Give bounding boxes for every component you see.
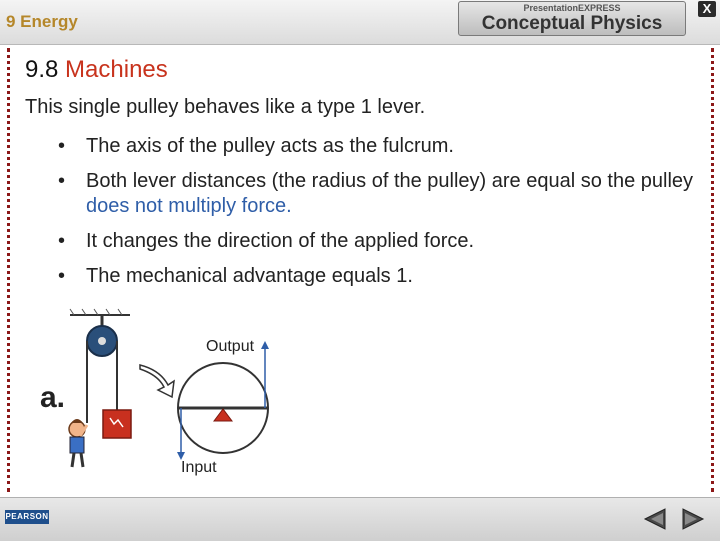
chapter-label: 9 Energy <box>6 12 78 31</box>
bullet-text: The mechanical advantage equals 1. <box>86 265 413 287</box>
bullet-text: It changes the direction of the applied force. <box>86 230 475 252</box>
panel-label: a. <box>40 381 66 414</box>
bullet-text: Both lever distances (the radius of the pulley) are equal so the pulley <box>86 170 694 192</box>
bullet-item <box>58 134 708 159</box>
left-dotted-border <box>7 48 10 492</box>
bullet-dot: • <box>58 265 66 287</box>
bullet-item <box>58 229 708 254</box>
next-arrow-icon[interactable] <box>679 506 707 532</box>
pulley-axle <box>98 337 106 345</box>
brand-logo <box>458 1 686 36</box>
bullet-list <box>58 134 708 299</box>
person-leg <box>72 453 74 467</box>
footer-bar <box>0 497 720 541</box>
bullet-item <box>58 169 708 219</box>
bullet-text: The axis of the pulley acts as the fulcrum. <box>86 135 454 157</box>
curved-arrow-icon <box>140 365 174 397</box>
brand-subtitle: PresentationEXPRESS <box>523 3 621 13</box>
pearson-logo: PEARSON <box>5 510 49 524</box>
slide-title-number: 9.8 <box>25 56 59 83</box>
right-dotted-border <box>711 48 714 492</box>
output-label: Output <box>206 338 255 355</box>
bullet-dot: • <box>58 230 66 252</box>
person-hair <box>71 419 83 423</box>
prev-arrow-icon[interactable] <box>641 506 669 532</box>
person-leg <box>81 453 83 467</box>
person-body <box>70 437 84 453</box>
output-arrow-head <box>261 341 269 349</box>
bullet-highlight: does not multiply force. <box>86 195 292 217</box>
load-box <box>103 410 131 438</box>
brand-title: Conceptual Physics <box>481 13 663 34</box>
slide-title <box>25 56 168 84</box>
input-label: Input <box>181 459 217 476</box>
close-button[interactable]: X <box>698 1 716 17</box>
bullet-dot: • <box>58 135 66 157</box>
slide-title-word: Machines <box>65 56 168 83</box>
bullet-item <box>58 264 708 289</box>
pulley-diagram <box>30 305 290 485</box>
top-bar <box>0 0 720 45</box>
bullet-dot: • <box>58 170 66 192</box>
intro-text: This single pulley behaves like a type 1 lever. <box>25 96 426 118</box>
